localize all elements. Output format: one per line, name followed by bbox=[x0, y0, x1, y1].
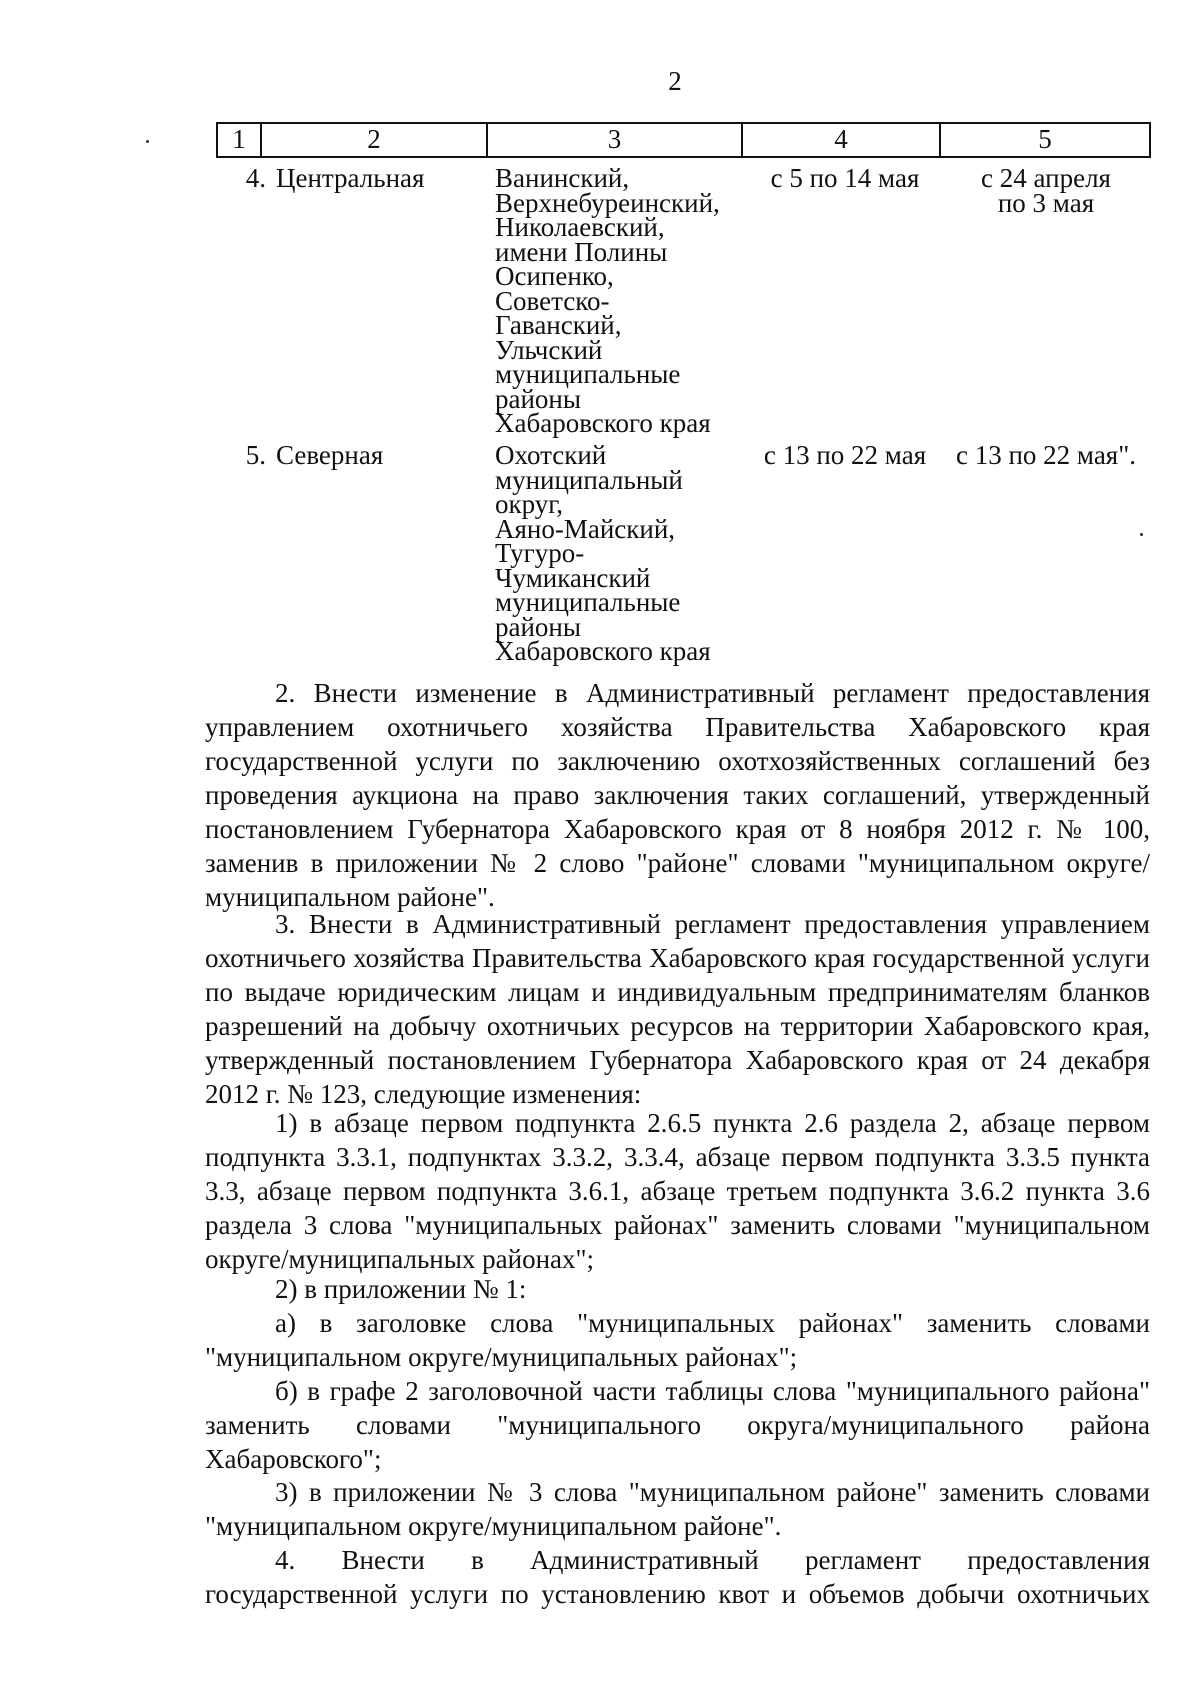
area-line: округ, bbox=[495, 489, 564, 519]
area-line: Охотский bbox=[495, 440, 607, 470]
period-line: с 24 апреля bbox=[981, 163, 1111, 193]
paragraph-3-2: 2) в приложении № 1: bbox=[275, 1274, 527, 1304]
area-line: Николаевский, bbox=[495, 212, 665, 242]
period-column-5 bbox=[946, 163, 1146, 218]
area-line: муниципальный bbox=[495, 464, 683, 495]
area-line: муниципальные bbox=[495, 359, 681, 389]
area-line: Чумиканский bbox=[495, 562, 651, 593]
period-line: по 3 мая bbox=[997, 187, 1095, 218]
area-line: Ванинский, bbox=[495, 163, 630, 193]
paragraph-3: 3. Внести в Административный регламент предоставления управлением охотничьего хозяйства Правительства Хабаровского края государственной услуги по выдаче юридическим лицам и индивидуальным предпринимателям бланков разрешений на добычу охотничьих ресурсов на территории Хабаровского края, утвержденный постановлением Губернатора Хабаровского края от 24 декабря 2012 г. № 123, следующие изменения: bbox=[205, 909, 1150, 1109]
area-line: Советско- bbox=[495, 285, 610, 316]
area-line: Тугуро- bbox=[495, 538, 585, 568]
area-line: районы bbox=[495, 611, 582, 642]
period-column-4 bbox=[750, 440, 940, 470]
period-line: с 5 по 14 мая bbox=[770, 163, 920, 193]
table-header-cell: 5 bbox=[1038, 124, 1052, 154]
table-header-row bbox=[216, 122, 1151, 158]
table-header-cell: 4 bbox=[743, 124, 941, 156]
area-line: имени Полины bbox=[495, 236, 668, 267]
area-line: Аяно-Майский, bbox=[495, 513, 676, 544]
paragraph-4: 4. Внести в Административный регламент предоставления государственной услуги по установлению квот и объемов добычи охотничьих bbox=[205, 1545, 1150, 1609]
table-header-cell: 1 bbox=[218, 124, 262, 156]
table-header-cell: 2 bbox=[262, 124, 488, 156]
paragraph-2: 2. Внести изменение в Административный регламент предоставления управлением охотничьего хозяйства Правительства Хабаровского края государственной услуги по заключению охотхозяйственных соглашений без проведения аукциона на право заключения таких соглашений, утвержденный постановлением Губернатора Хабаровского края от 8 ноября 2012 г. № 100, заменив в приложении № 2 слово "районе" словами "муниципальном округе/ муниципальном районе". bbox=[205, 678, 1150, 912]
area-line: Хабаровского края bbox=[495, 408, 711, 438]
areas-list bbox=[495, 440, 745, 666]
paragraph-3-1: 1) в абзаце первом подпункта 2.6.5 пункта 2.6 раздела 2, абзаце первом подпункта 3.3.1, подпунктах 3.3.2, 3.3.4, абзаце первом подпункта 3.3.5 пункта 3.3, абзаце первом подпункта 3.6.1, абзаце третьем подпункта 3.6.2 пункта 3.6 раздела 3 слова "муниципальных районах" заменить словами "муниципальном округе/муниципальных районах"; bbox=[205, 1108, 1150, 1274]
row-number: 4. bbox=[245, 163, 266, 193]
area-line: районы bbox=[495, 383, 582, 414]
area-line: муниципальные bbox=[495, 587, 681, 617]
table-header-cell: 3 bbox=[488, 124, 743, 156]
page-number: 2 bbox=[668, 66, 682, 96]
zone-name: Центральная bbox=[276, 163, 425, 193]
period-line: с 13 по 22 мая". bbox=[955, 440, 1136, 470]
paragraph-3-2-b: б) в графе 2 заголовочной части таблицы слова "муниципального района" заменить словами "муниципального округа/муниципального района Хабаровского"; bbox=[205, 1376, 1150, 1474]
scan-speck bbox=[1140, 533, 1143, 536]
areas-list bbox=[495, 163, 745, 438]
area-line: Осипенко, bbox=[495, 261, 614, 291]
paragraph-3-3: 3) в приложении № 3 слова "муниципальном районе" заменить словами "муниципальном округе/муниципальном районе". bbox=[205, 1477, 1150, 1541]
period-line: с 13 по 22 мая bbox=[763, 440, 927, 470]
scan-speck bbox=[146, 140, 149, 143]
period-column-5 bbox=[946, 440, 1146, 470]
area-line: Ульчский bbox=[495, 334, 603, 365]
row-number: 5. bbox=[245, 440, 266, 470]
period-column-4 bbox=[750, 163, 940, 193]
zone-name: Северная bbox=[276, 440, 384, 470]
area-line: Хабаровского края bbox=[495, 636, 711, 666]
area-line: Верхнебуреинский, bbox=[495, 187, 720, 218]
paragraph-3-2-a: а) в заголовке слова "муниципальных районах" заменить словами "муниципальном округе/муниципальных районах"; bbox=[205, 1308, 1150, 1372]
area-line: Гаванский, bbox=[495, 310, 622, 340]
